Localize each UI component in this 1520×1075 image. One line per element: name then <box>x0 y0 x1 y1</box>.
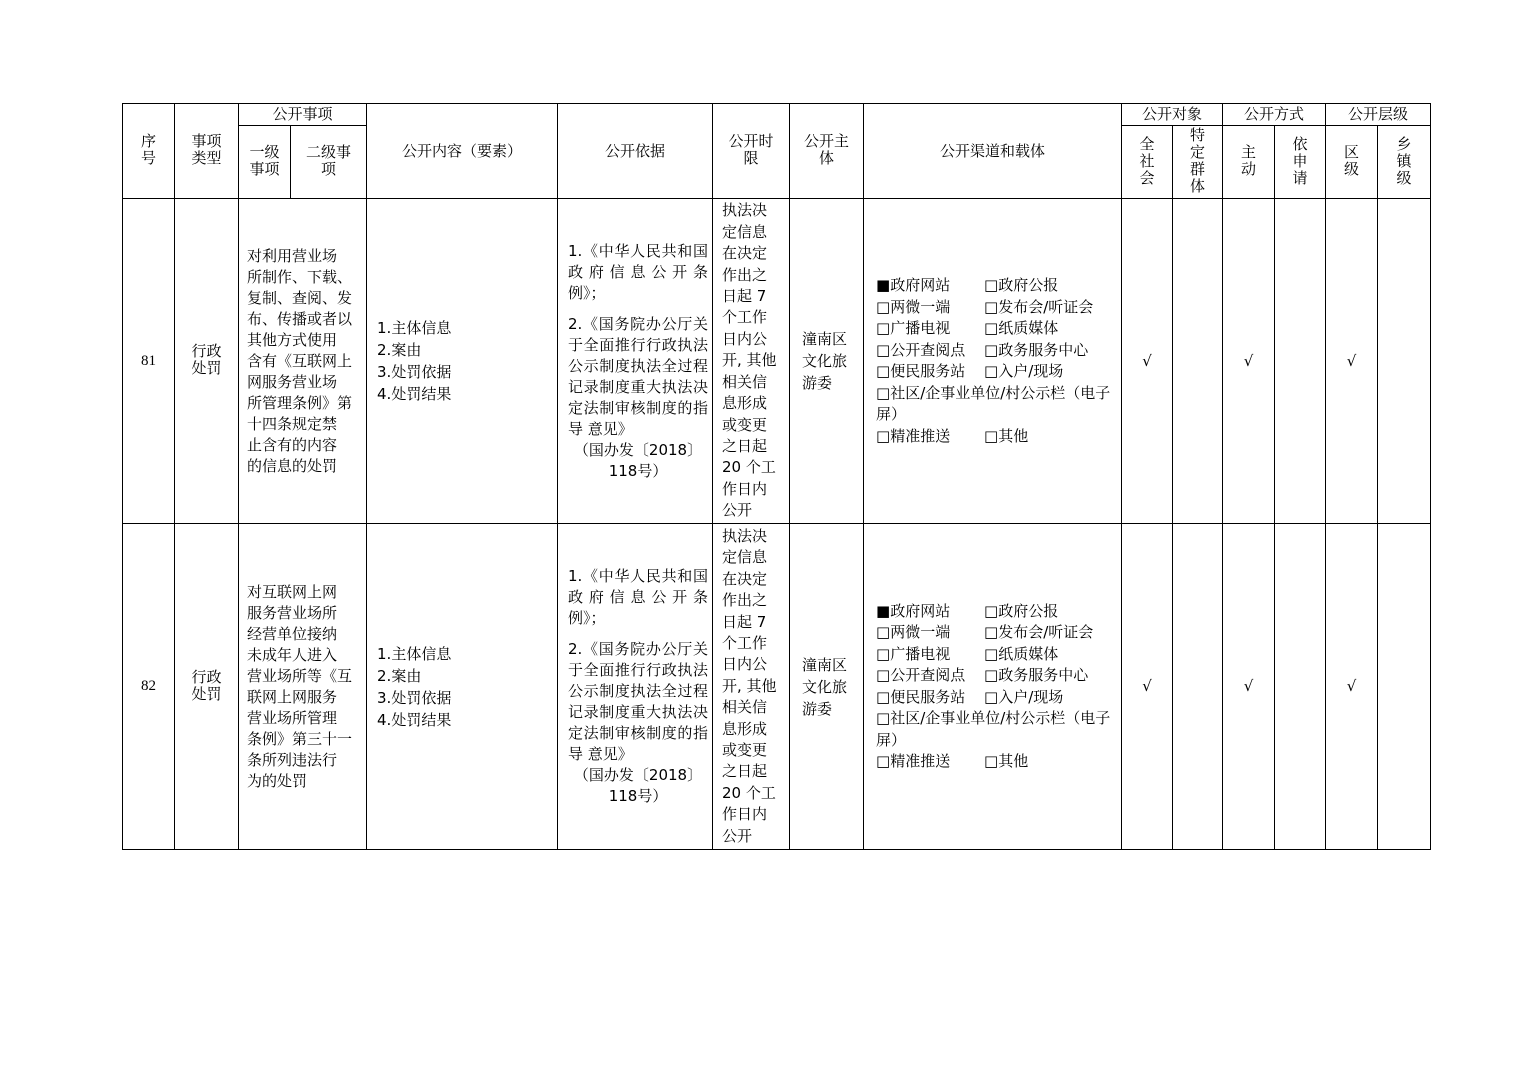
row-subject: 潼南区 文化旅 游委 <box>790 524 864 850</box>
header-level1: 一级事项 <box>239 126 291 199</box>
row-level-town <box>1378 524 1431 850</box>
header-method-apply: 依申请 <box>1275 126 1326 199</box>
row-seq: 82 <box>123 524 175 850</box>
disclosure-table <box>122 103 1431 850</box>
header-subject: 公开主体 <box>790 104 864 199</box>
row-method-active: √ <box>1223 524 1275 850</box>
row-type: 行政处罚 <box>175 524 239 850</box>
row-level-district: √ <box>1326 524 1378 850</box>
row-basis: 1.《中华人民共和国政府信息公开条例》； 2.《国务院办公厅关于全面推行行政执法公示制度执法全过程记录制度重大执法决定法制审核制度的指导 意见》 （国办发〔2018〕118号） <box>558 199 713 524</box>
row-target-group <box>1173 524 1223 850</box>
row-target-all: √ <box>1122 524 1173 850</box>
row-channels: ■政府网站 □政府公报 □两微一端 □发布会/听证会 □广播电视 □纸质媒体 □公开查阅点 □政务服务中心 □便民服务站 □入户/现场 □社区/企事业单位/村公示栏（电子屏） □精准推送 □其他 <box>864 199 1122 524</box>
row-channels: ■政府网站 □政府公报 □两微一端 □发布会/听证会 □广播电视 □纸质媒体 □公开查阅点 □政务服务中心 □便民服务站 □入户/现场 □社区/企事业单位/村公示栏（电子屏） □精准推送 □其他 <box>864 524 1122 850</box>
header-seq: 序号 <box>123 104 175 199</box>
row-seq: 81 <box>123 199 175 524</box>
row-item2: 对互联网上网 服务营业场所 经营单位接纳 未成年人进入 营业场所等《互 联网上网服务 营业场所管理 条例》第三十一 条所列违法行 为的处罚 <box>239 524 367 850</box>
header-target: 公开对象 <box>1122 104 1223 126</box>
row-content: 1.主体信息 2.案由 3.处罚依据 4.处罚结果 <box>367 524 558 850</box>
row-time-limit: 执法决 定信息 在决定 作出之 日起 7 个工作 日内公 开, 其他 相关信 息形成 或变更 之日起 20 个工 作日内 公开 <box>713 524 790 850</box>
header-level-town: 乡镇级 <box>1378 126 1431 199</box>
header-level2: 二级事项 <box>291 126 367 199</box>
row-item2: 对利用营业场 所制作、下载、 复制、查阅、发 布、传播或者以 其他方式使用 含有《互联网上 网服务营业场 所管理条例》第 十四条规定禁 止含有的内容 的信息的处罚 <box>239 199 367 524</box>
row-time-limit: 执法决 定信息 在决定 作出之 日起 7 个工作 日内公 开, 其他 相关信 息形成 或变更 之日起 20 个工 作日内 公开 <box>713 199 790 524</box>
row-level-town <box>1378 199 1431 524</box>
row-subject: 潼南区 文化旅 游委 <box>790 199 864 524</box>
table-row <box>123 524 1431 850</box>
header-row-1 <box>123 104 1431 126</box>
header-matter: 公开事项 <box>239 104 367 126</box>
header-target-group: 特定群体 <box>1173 126 1223 199</box>
header-type: 事项类型 <box>175 104 239 199</box>
row-level-district: √ <box>1326 199 1378 524</box>
row-method-apply <box>1275 524 1326 850</box>
header-basis: 公开依据 <box>558 104 713 199</box>
row-method-apply <box>1275 199 1326 524</box>
header-method: 公开方式 <box>1223 104 1326 126</box>
header-channels: 公开渠道和载体 <box>864 104 1122 199</box>
header-time-limit: 公开时限 <box>713 104 790 199</box>
header-level-district: 区级 <box>1326 126 1378 199</box>
header-content: 公开内容（要素） <box>367 104 558 199</box>
table-row <box>123 199 1431 524</box>
row-method-active: √ <box>1223 199 1275 524</box>
header-method-active: 主动 <box>1223 126 1275 199</box>
row-target-all: √ <box>1122 199 1173 524</box>
row-content: 1.主体信息 2.案由 3.处罚依据 4.处罚结果 <box>367 199 558 524</box>
row-target-group <box>1173 199 1223 524</box>
row-basis: 1.《中华人民共和国政府信息公开条例》； 2.《国务院办公厅关于全面推行行政执法公示制度执法全过程记录制度重大执法决定法制审核制度的指导 意见》 （国办发〔2018〕118号） <box>558 524 713 850</box>
row-type: 行政处罚 <box>175 199 239 524</box>
header-level: 公开层级 <box>1326 104 1431 126</box>
header-target-all: 全社会 <box>1122 126 1173 199</box>
